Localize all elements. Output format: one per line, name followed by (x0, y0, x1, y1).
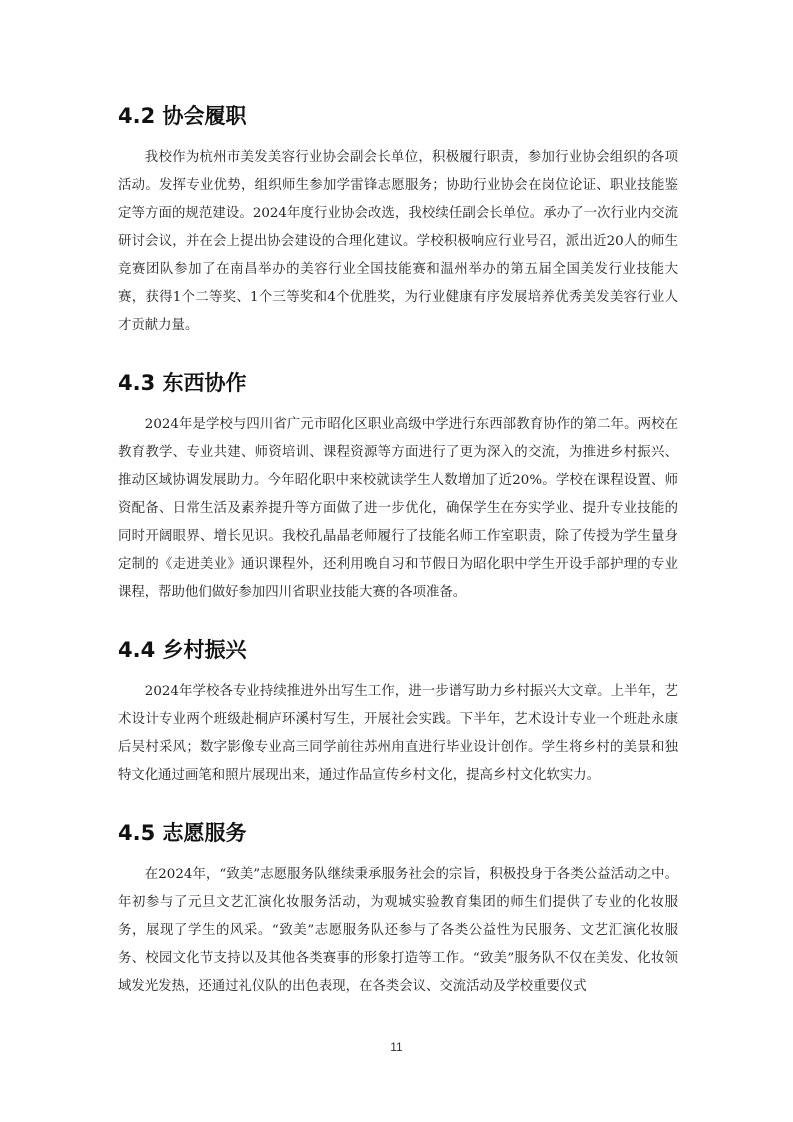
section-paragraph: 2024年是学校与四川省广元市昭化区职业高级中学进行东西部教育协作的第二年。两校在教育教学、专业共建、师资培训、课程资源等方面进行了更为深入的交流，为推进乡村振兴、推动区域协调发展助力。今年昭化职中来校就读学生人数增加了近20%。学校在课程设置、师资配备、日常生活及素养提升等方面做了进一步优化，确保学生在夯实学业、提升专业技能的同时开阔眼界、增长见识。我校孔晶晶老师履行了技能名师工作室职责，除了传授为学生量身定制的《走进美业》通识课程外，还利用晚自习和节假日为昭化职中学生开设手部护理的专业课程，帮助他们做好参加四川省职业技能大赛的各项准备。 (118, 417, 678, 600)
section-paragraph: 我校作为杭州市美发美容行业协会副会长单位，积极履行职责，参加行业协会组织的各项活动。发挥专业优势，组织师生参加学雷锋志愿服务；协助行业协会在岗位论证、职业技能鉴定等方面的规范建设。2024年度行业协会改选，我校续任副会长单位。承办了一次行业内交流研讨会议，并在会上提出协会建设的合理化建议。学校积极响应行业号召，派出近20人的师生竞赛团队参加了在南昌举办的美容行业全国技能赛和温州举办的第五届全国美发行业技能大赛，获得1个二等奖、1个三等奖和4个优胜奖，为行业健康有序发展培养优秀美发美容行业人才贡献力量。 (118, 150, 678, 333)
section-heading: 4.3 东西协作 (118, 371, 247, 395)
section-heading: 4.4 乡村振兴 (118, 638, 247, 662)
section-east-west-cooperation (118, 369, 678, 607)
section-paragraph: 2024年学校各专业持续推进外出写生工作，进一步谱写助力乡村振兴大文章。上半年，艺术设计专业两个班级赴桐庐环溪村写生，开展社会实践。下半年，艺术设计专业一个班赴永康后吴村采风；数字影像专业高三同学前往苏州甪直进行毕业设计创作。学生将乡村的美景和独特文化通过画笔和照片展现出来，通过作品宣传乡村文化，提高乡村文化软实力。 (118, 684, 678, 783)
page-number: 11 (390, 1040, 403, 1054)
section-volunteer-service (118, 819, 678, 1001)
section-association-duties (118, 102, 678, 340)
section-heading: 4.2 协会履职 (118, 104, 247, 128)
section-paragraph: 在2024年，“致美”志愿服务队继续秉承服务社会的宗旨，积极投身于各类公益活动之中。年初参与了元旦文艺汇演化妆服务活动，为观城实验教育集团的师生们提供了专业的化妆服务，展现了学生的风采。“致美”志愿服务队还参与了各类公益性为民服务、文艺汇演化妆服务、校园文化节支持以及其他各类赛事的形象打造等工作。“致美”服务队不仅在美发、化妆领域发光发热，还通过礼仪队的出色表现，在各类会议、交流活动及学校重要仪式 (118, 867, 678, 994)
section-rural-revitalization (118, 636, 678, 790)
section-heading: 4.5 志愿服务 (118, 821, 247, 845)
